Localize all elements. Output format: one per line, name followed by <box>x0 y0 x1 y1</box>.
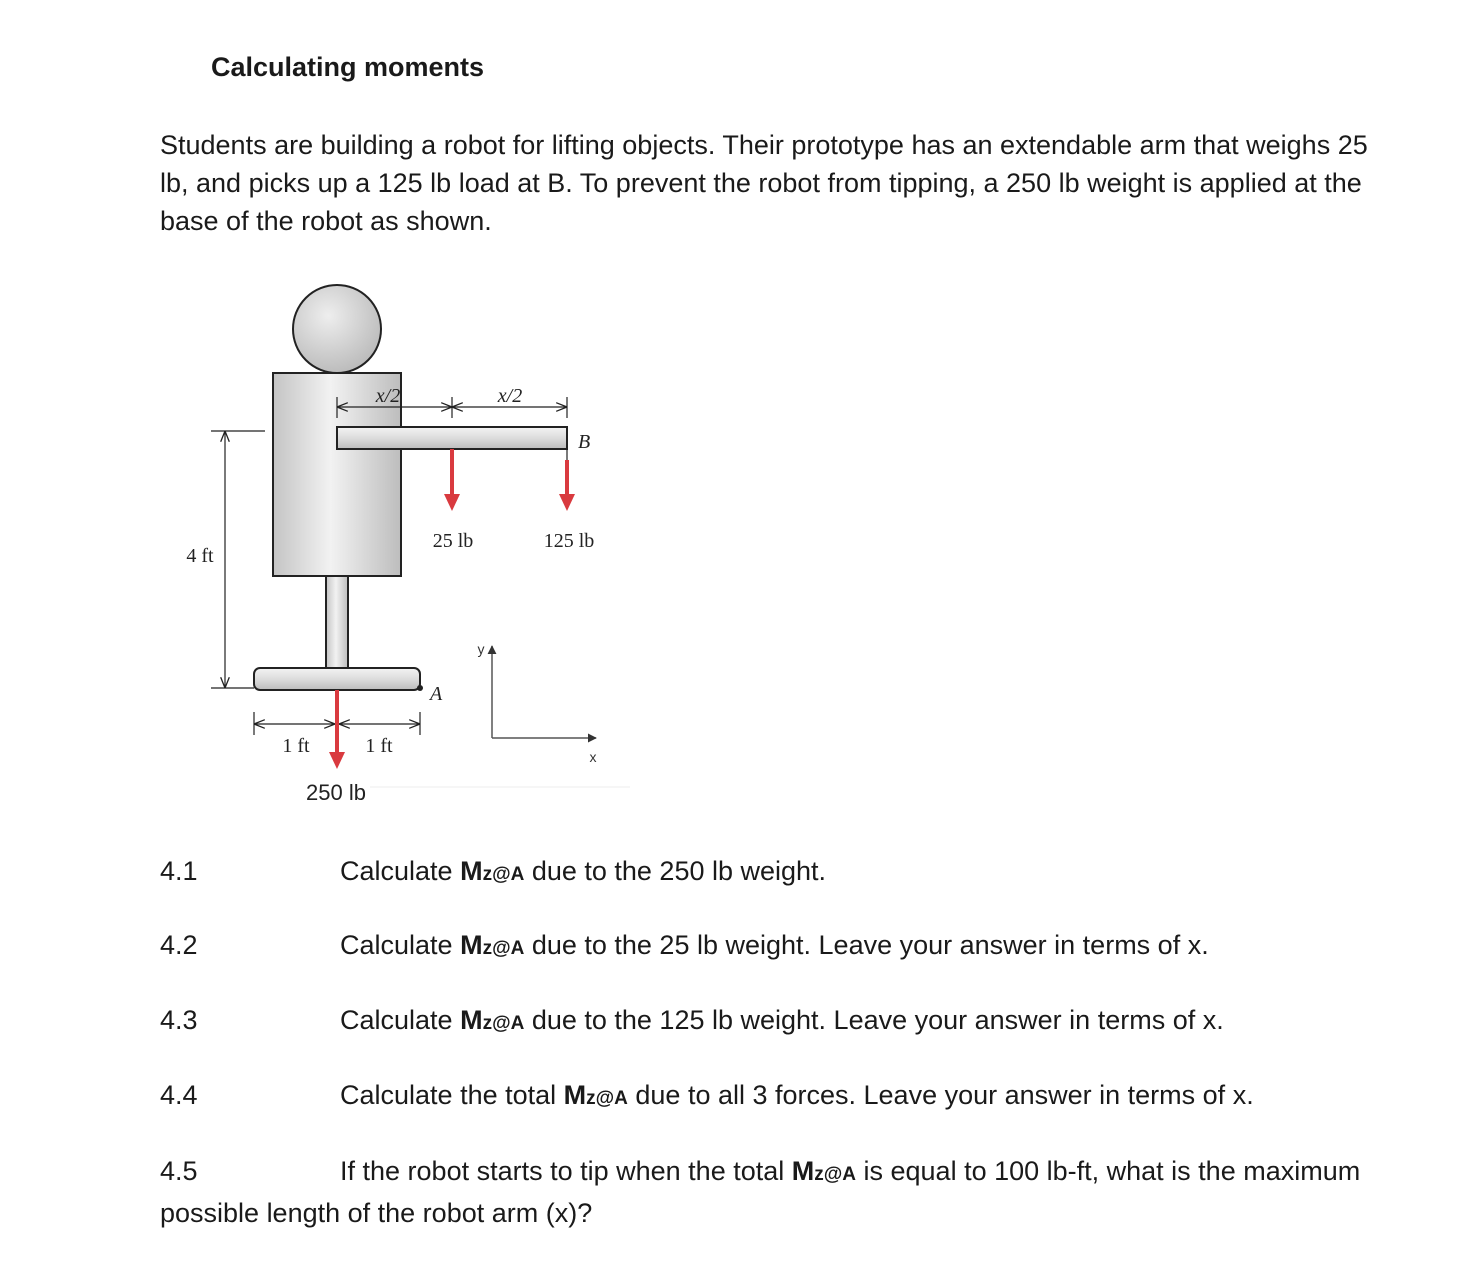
problem-statement: Students are building a robot for lifting objects. Their prototype has an extendable arm that weighs 25 lb, and picks up a 125 lb load at B. To prevent the robot from tipping, a 250 lb weight is applied at the base of the robot as shown. <box>160 130 1368 236</box>
force-arrow-load <box>559 460 575 511</box>
robot-head <box>293 285 381 373</box>
base-left-label: 1 ft <box>282 735 310 757</box>
robot-base <box>254 668 420 690</box>
question-number: 4.1 <box>160 856 198 886</box>
question-number: 4.5 <box>160 1156 198 1186</box>
question-text: Calculate the total Mz@A due to all 3 forces. Leave your answer in terms of x. <box>340 1080 1254 1110</box>
force-arrow-base <box>329 690 345 769</box>
question-4-5: 4.5 If the robot starts to tip when the total Mz@A is equal to 100 lb-ft, what is the maximum possible length of the robot arm (x)? <box>160 1152 1400 1232</box>
question-number: 4.3 <box>160 1005 198 1035</box>
point-a-label: A <box>430 683 443 705</box>
page-title: Calculating moments <box>211 52 485 82</box>
question-text: Calculate Mz@A due to the 125 lb weight. Leave your answer in terms of x. <box>340 1005 1224 1035</box>
force-arrow-arm <box>444 449 460 511</box>
point-b-label: B <box>578 431 591 453</box>
axis-x-label: x <box>589 749 597 765</box>
robot-arm <box>337 427 567 449</box>
force-load-label: 125 lb <box>543 530 595 552</box>
question-number: 4.2 <box>160 930 198 960</box>
question-text: Calculate Mz@A due to the 250 lb weight. <box>340 856 827 886</box>
point-a-marker <box>417 685 423 691</box>
force-base-label: 250 lb <box>306 780 366 805</box>
coordinate-axes <box>492 646 596 738</box>
arm-left-label: x/2 <box>375 385 401 407</box>
robot-post <box>326 576 348 668</box>
axis-y-label: y <box>477 641 485 657</box>
base-right-label: 1 ft <box>365 735 393 757</box>
arm-right-label: x/2 <box>497 385 523 407</box>
force-arm-label: 25 lb <box>432 530 474 552</box>
height-label: 4 ft <box>186 545 214 567</box>
question-text: Calculate Mz@A due to the 25 lb weight. Leave your answer in terms of x. <box>340 930 1209 960</box>
question-number: 4.4 <box>160 1080 198 1110</box>
